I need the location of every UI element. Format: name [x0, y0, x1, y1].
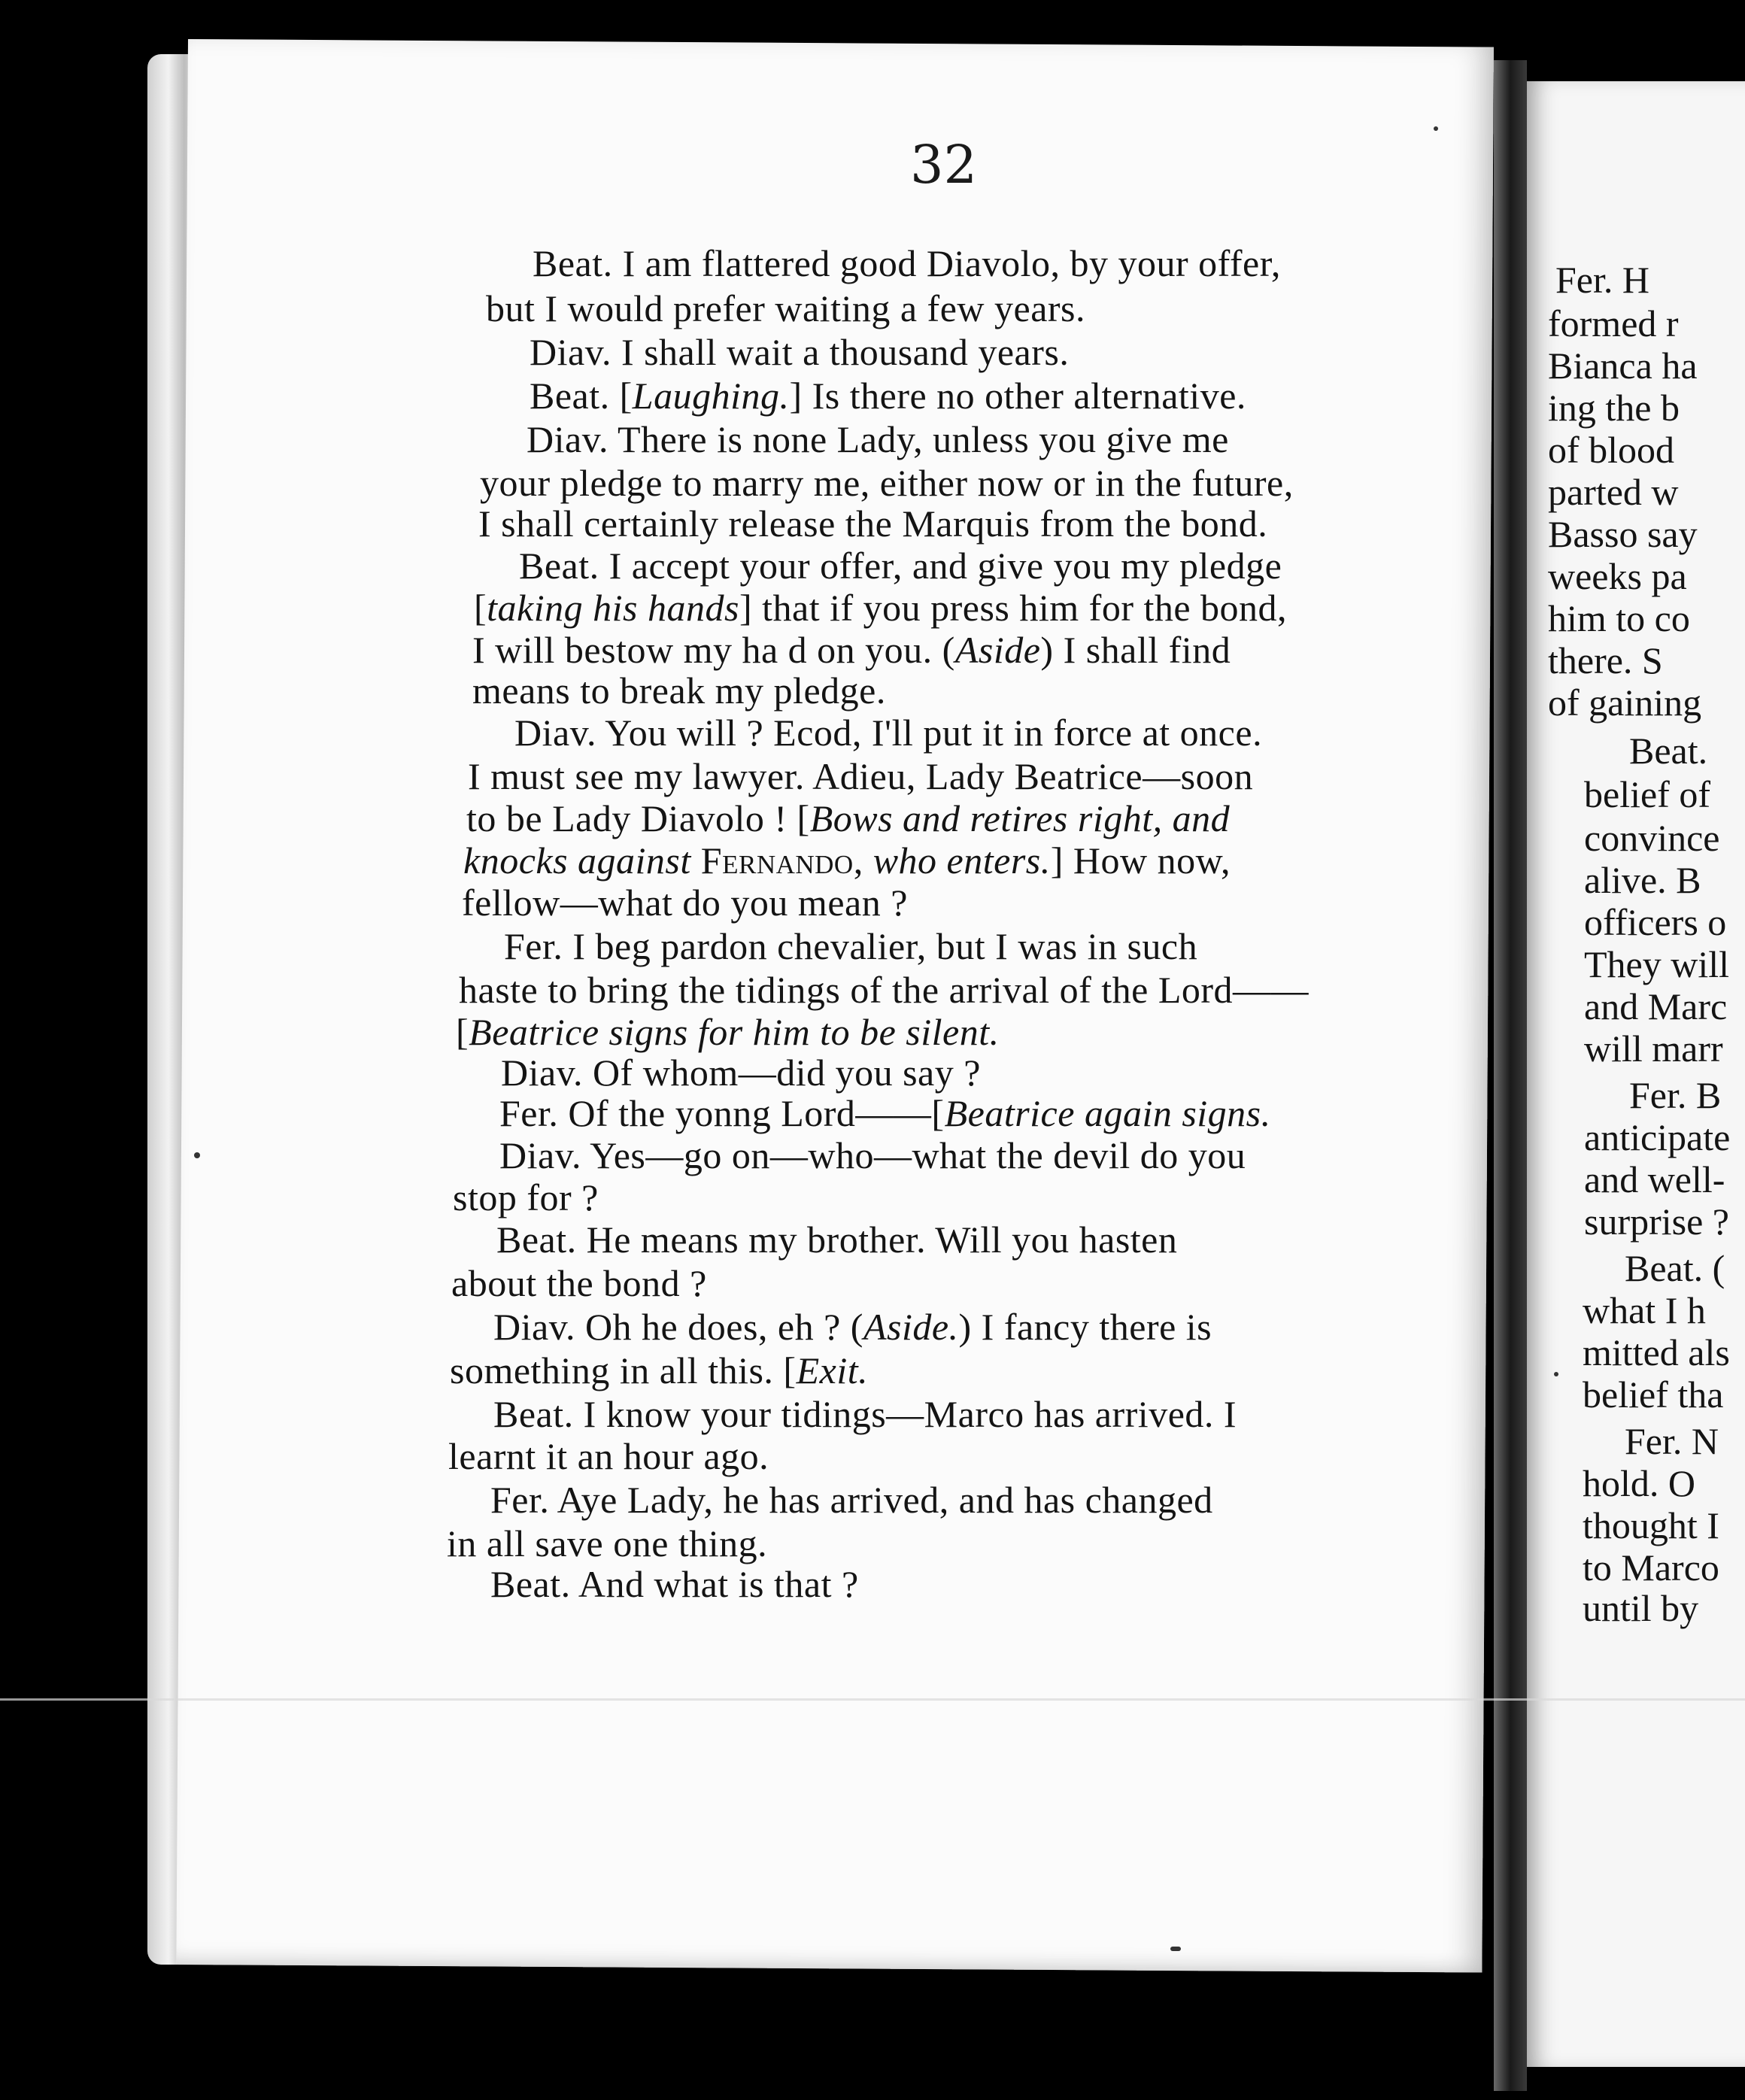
text-line: mitted als	[1583, 1331, 1730, 1373]
text-line: Beat.	[1629, 730, 1708, 772]
text-line: learnt it an hour ago.	[448, 1435, 769, 1477]
text-line: Basso say	[1548, 513, 1698, 555]
text-line: but I would prefer waiting a few years.	[486, 287, 1085, 329]
text-line: surprise ?	[1584, 1200, 1729, 1243]
text-line: thought I	[1583, 1504, 1719, 1546]
text-line: knocks against Fernando, who enters.] How now,	[463, 839, 1231, 882]
text-line: Beat. I know your tidings—Marco has arrived. I	[493, 1393, 1237, 1435]
text-line: belief tha	[1583, 1373, 1724, 1416]
text-line: Diav. I shall wait a thousand years.	[530, 331, 1070, 373]
text-line: until by	[1583, 1587, 1699, 1629]
text-line: and Marc	[1584, 985, 1728, 1027]
text-line: of blood	[1548, 429, 1675, 471]
ink-speck	[1434, 126, 1438, 131]
text-line: anticipate	[1584, 1116, 1731, 1158]
text-line: Fer. Of the yonng Lord——[Beatrice again signs.	[499, 1092, 1271, 1134]
book-gutter	[1494, 60, 1527, 2091]
text-line: Beat. I accept your offer, and give you my pledge	[519, 545, 1282, 587]
text-line: [taking his hands] that if you press him for the bond,	[474, 587, 1288, 629]
text-line: Diav. There is none Lady, unless you give me	[527, 418, 1229, 460]
text-line: parted w	[1548, 471, 1679, 513]
text-line: there. S	[1548, 639, 1663, 681]
text-line: and well-	[1584, 1158, 1725, 1200]
text-line: your pledge to marry me, either now or in the future,	[480, 462, 1294, 504]
text-line: fellow—what do you mean ?	[462, 882, 908, 924]
text-line: Diav. Yes—go on—who—what the devil do you	[499, 1134, 1246, 1176]
text-line: I must see my lawyer. Adieu, Lady Beatrice—soon	[468, 755, 1254, 797]
text-line: Diav. You will ? Ecod, I'll put it in force at once.	[514, 712, 1263, 754]
text-line: to Marco	[1583, 1546, 1719, 1589]
text-line: convince	[1584, 817, 1720, 859]
text-line: Diav. Of whom—did you say ?	[501, 1052, 981, 1094]
text-line: to be Lady Diavolo ! [Bows and retires right, and	[466, 797, 1231, 839]
page-number: 32	[910, 134, 978, 196]
text-line: Fer. N	[1625, 1420, 1719, 1462]
text-line: Fer. B	[1629, 1074, 1722, 1116]
ink-speck	[1554, 1372, 1558, 1376]
text-line: weeks pa	[1548, 555, 1687, 597]
text-line: something in all this. [Exit.	[450, 1349, 869, 1391]
ink-speck	[194, 1152, 200, 1158]
text-line: Fer. I beg pardon chevalier, but I was in such	[504, 925, 1198, 967]
text-line: him to co	[1548, 597, 1690, 639]
text-line: They will	[1584, 943, 1730, 985]
text-line: ing the b	[1548, 387, 1680, 429]
text-line: Beat. And what is that ?	[490, 1563, 859, 1605]
text-line: of gaining	[1548, 681, 1702, 724]
text-line: alive. B	[1584, 859, 1701, 901]
text-line: Bianca ha	[1548, 344, 1698, 387]
text-line: about the bond ?	[451, 1262, 707, 1304]
text-line: Diav. Oh he does, eh ? (Aside.) I fancy there is	[493, 1306, 1212, 1348]
text-line: I shall certainly release the Marquis from the bond.	[478, 502, 1268, 545]
text-line: Beat. [Laughing.] Is there no other alternative.	[530, 375, 1246, 417]
text-line: hold. O	[1583, 1462, 1695, 1504]
text-line: what I h	[1583, 1289, 1706, 1331]
ink-speck	[1170, 1947, 1181, 1951]
text-line: [Beatrice signs for him to be silent.	[456, 1011, 1000, 1053]
text-line: Fer. Aye Lady, he has arrived, and has changed	[490, 1479, 1213, 1521]
text-line: I will bestow my ha d on you. (Aside) I shall find	[472, 629, 1231, 671]
text-line: Beat. He means my brother. Will you hasten	[496, 1218, 1178, 1261]
text-line: in all save one thing.	[447, 1522, 768, 1564]
text-line: means to break my pledge.	[472, 669, 886, 712]
text-line: Beat. I am flattered good Diavolo, by your offer,	[533, 242, 1281, 284]
text-line: formed r	[1548, 302, 1679, 344]
text-line: Fer. H	[1555, 259, 1649, 301]
text-line: haste to bring the tidings of the arrival of the Lord——	[459, 969, 1310, 1011]
scan-line	[0, 1698, 1745, 1701]
text-line: will marr	[1584, 1027, 1723, 1070]
text-line: officers o	[1584, 901, 1727, 943]
text-line: belief of	[1584, 773, 1710, 815]
text-line: Beat. (	[1625, 1247, 1725, 1289]
text-line: stop for ?	[453, 1176, 599, 1218]
